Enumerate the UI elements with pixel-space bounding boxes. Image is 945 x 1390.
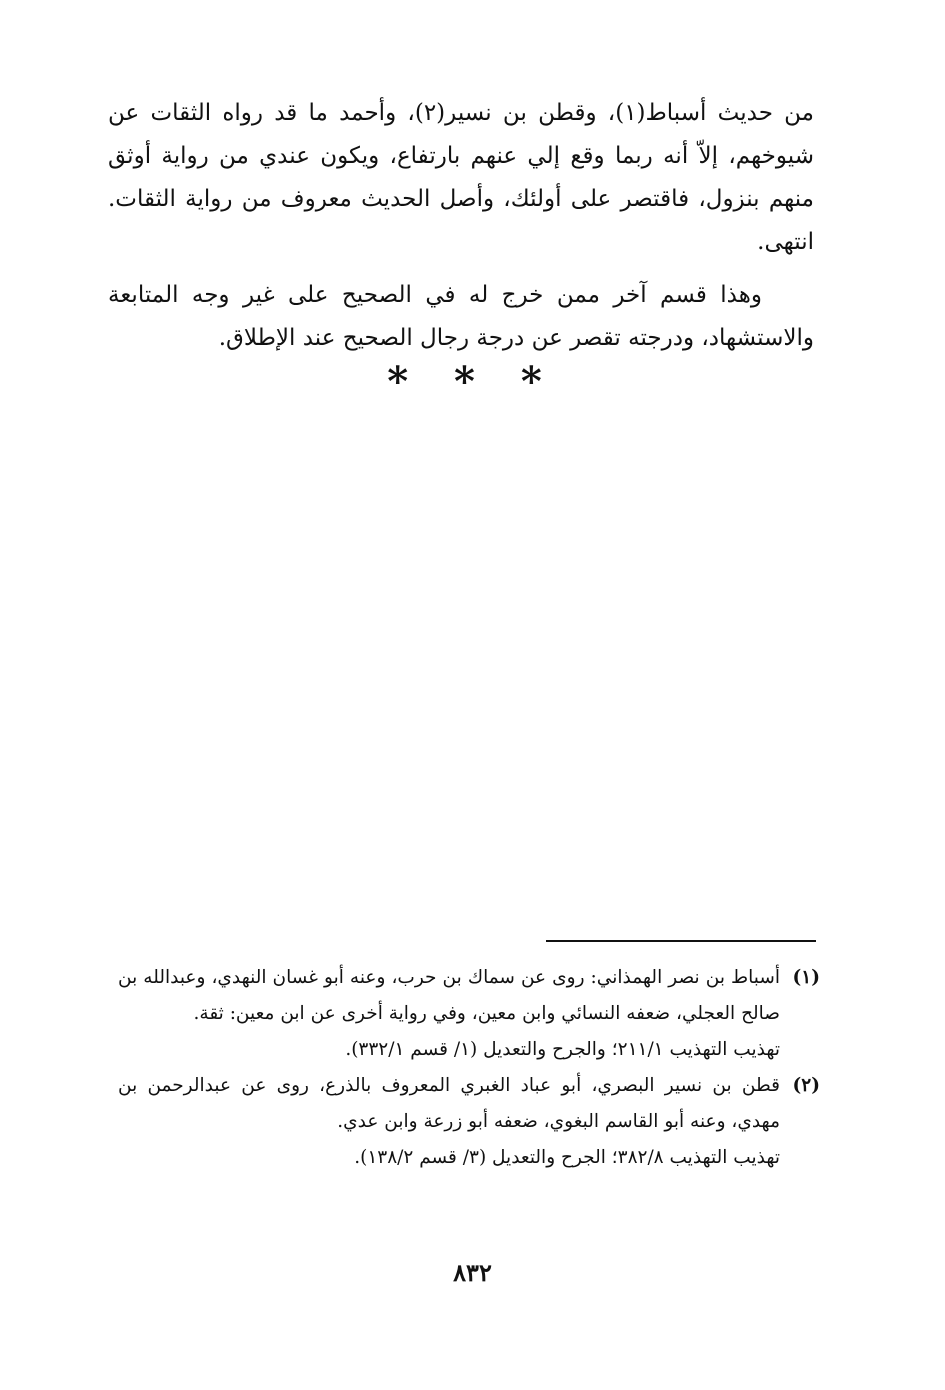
- section-divider-stars: * * *: [387, 358, 558, 405]
- footnote-1: [118, 960, 820, 1068]
- page-number: ٨٣٢: [453, 1258, 492, 1287]
- footnote-2-number: (٢): [792, 1075, 820, 1096]
- footnotes: [118, 960, 820, 1176]
- footnote-1-body: [118, 960, 780, 1068]
- footnote-2-reference: تهذيب التهذيب ٣٨٢/٨؛ الجرح والتعديل (٣/ قسم ١٣٨/٢).: [354, 1147, 780, 1168]
- footnote-1-number: (١): [792, 967, 820, 988]
- footnote-1-text: أسباط بن نصر الهمذاني: روى عن سماك بن حرب، وعنه أبو غسان النهدي، وعبدالله بن صالح العجلي، ضعفه النسائي وابن معين، وفي رواية أخرى عن ابن معين: ثقة.: [118, 967, 780, 1024]
- main-paragraph-1: من حديث أسباط(١)، وقطن بن نسير(٢)، وأحمد ما قد رواه الثقات عن شيوخهم، إلاّ أنه ربما وقع إلي عنهم بارتفاع، ويكون عندي من رواية أوثق منهم بنزول، فاقتصر على أولئك، وأصل الحديث معروف من رواية الثقات. انتهى.: [108, 100, 814, 255]
- footnote-separator-line: [546, 940, 816, 942]
- main-paragraph-2: وهذا قسم آخر ممن خرج له في الصحيح على غير وجه المتابعة والاستشهاد، ودرجته تقصر عن درجة رجال الصحيح عند الإطلاق.: [108, 282, 814, 351]
- main-text: [108, 92, 814, 360]
- footnote-1-reference: تهذيب التهذيب ٢١١/١؛ والجرح والتعديل (١/ قسم ٣٣٢/١).: [345, 1039, 780, 1060]
- footnote-2-body: [118, 1068, 780, 1176]
- footnote-2-text: قطن بن نسير البصري، أبو عباد الغبري المعروف بالذرع، روى عن عبدالرحمن بن مهدي، وعنه أبو القاسم البغوي، ضعفه أبو زرعة وابن عدي.: [118, 1075, 780, 1132]
- footnote-2: [118, 1068, 820, 1176]
